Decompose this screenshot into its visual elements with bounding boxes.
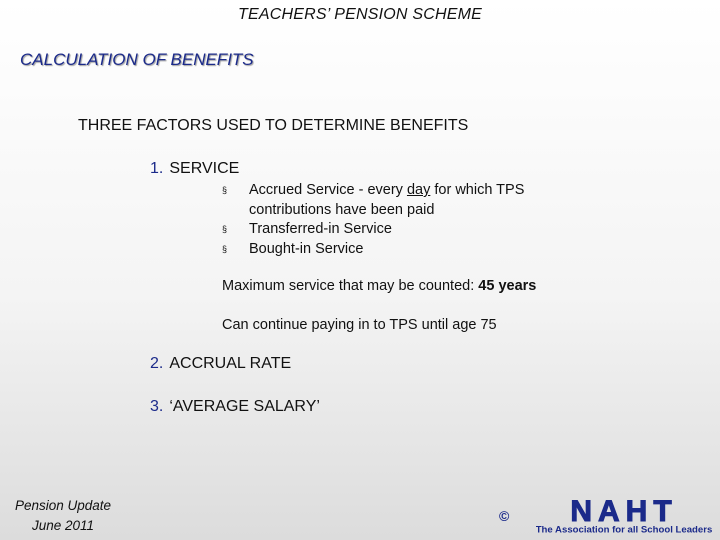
factor-label: ‘AVERAGE SALARY’ (169, 398, 320, 415)
list-item (222, 181, 602, 220)
max-service-value: 45 years (478, 278, 537, 294)
bullet-text (249, 181, 524, 220)
bullet-icon: § (222, 243, 228, 254)
service-bullet-list (222, 181, 602, 259)
factor-number: 1. (150, 160, 164, 177)
subheading: THREE FACTORS USED TO DETERMINE BENEFITS (78, 117, 469, 134)
note-text: Maximum service that may be counted: (222, 278, 479, 294)
underlined-word: day (406, 182, 431, 198)
logo-wordmark: NAHT (570, 497, 678, 528)
factor-average-salary (150, 398, 320, 416)
bullet-icon: § (222, 224, 228, 234)
factor-service (150, 160, 239, 178)
bullet-text: Bought-in Service (249, 240, 364, 257)
footer-line-2: June 2011 (31, 518, 95, 533)
section-title: CALCULATION OF BENEFITS (20, 50, 254, 69)
bullet-text-part: for which TPS (430, 182, 525, 198)
bullet-icon: § (222, 185, 228, 195)
factor-number: 3. (150, 398, 164, 415)
continue-paying-note: Can continue paying in to TPS until age 75 (222, 317, 497, 333)
list-item (222, 220, 602, 240)
max-service-note (222, 278, 536, 294)
bullet-text-part: Accrued Service - every (249, 182, 407, 198)
header-title: TEACHERS’ PENSION SCHEME (238, 6, 482, 23)
logo-tagline: The Association for all School Leaders (536, 524, 712, 535)
factor-number: 2. (150, 355, 164, 372)
list-item (222, 240, 602, 260)
factor-label: SERVICE (169, 160, 240, 177)
footer-label (8, 496, 118, 536)
bullet-text-part: contributions have been paid (249, 201, 435, 218)
naht-logo (536, 497, 712, 535)
bullet-text: Transferred-in Service (249, 221, 392, 237)
factor-label: ACCRUAL RATE (169, 355, 292, 372)
factor-accrual-rate (150, 355, 291, 373)
footer-line-1: Pension Update (14, 498, 112, 513)
copyright-symbol: © (499, 508, 510, 524)
